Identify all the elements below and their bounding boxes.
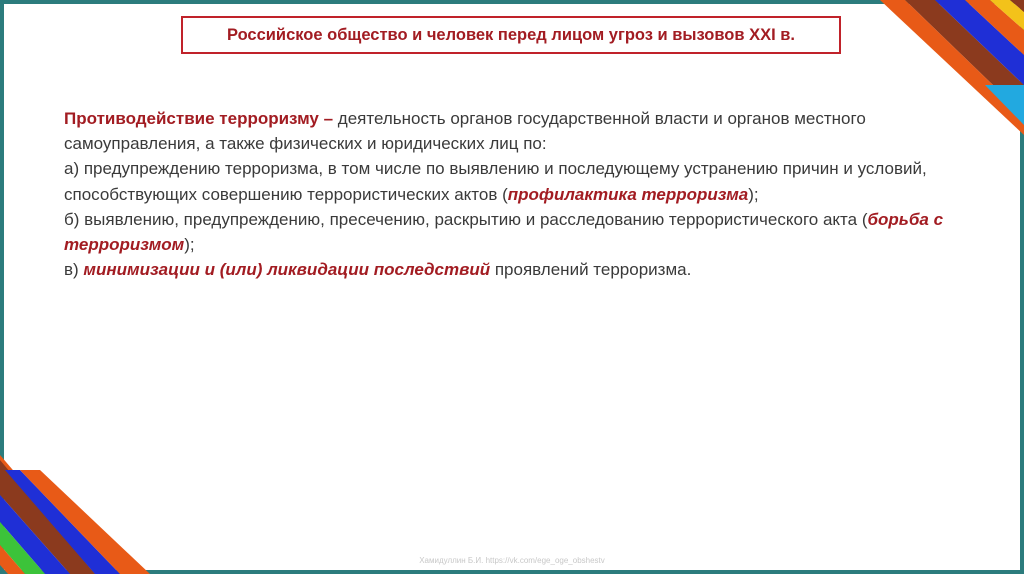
item-b-prefix: б) выявлению, предупреждению, пресечению, раскрытию и расследованию террористического акта ( [64,209,868,229]
item-c-highlight: минимизации и (или) ликвидации последствий [83,260,491,280]
item-b-highlight: борьба с терроризмом [64,209,944,255]
item-c-prefix: в) [64,260,84,280]
item-b [64,207,964,257]
item-a [64,156,964,206]
item-a-suffix: ); [748,184,759,204]
slide-title-box [181,16,841,54]
definition-paragraph [64,106,964,156]
item-c [64,257,964,282]
item-c-suffix: проявлений терроризма. [490,260,692,280]
slide-content [64,106,964,282]
slide-title: Российское общество и человек перед лицом угроз и вызовов XXI в. [226,25,796,44]
definition-text: деятельность органов государственной власти и органов местного самоуправления, а также физических и юридических лиц по: [64,109,866,154]
footer-credit: Хамидуллин Б.И. https://vk.com/ege_oge_obshestv [419,556,605,565]
item-b-suffix: ); [184,235,195,255]
item-a-highlight: профилактика терроризма [507,184,749,204]
definition-term: Противодействие терроризму – [64,109,334,128]
item-a-prefix: а) предупреждению терроризма, в том числе по выявлению и последующему устранению причин и условий, способствующих совершению террористических актов ( [64,159,927,204]
